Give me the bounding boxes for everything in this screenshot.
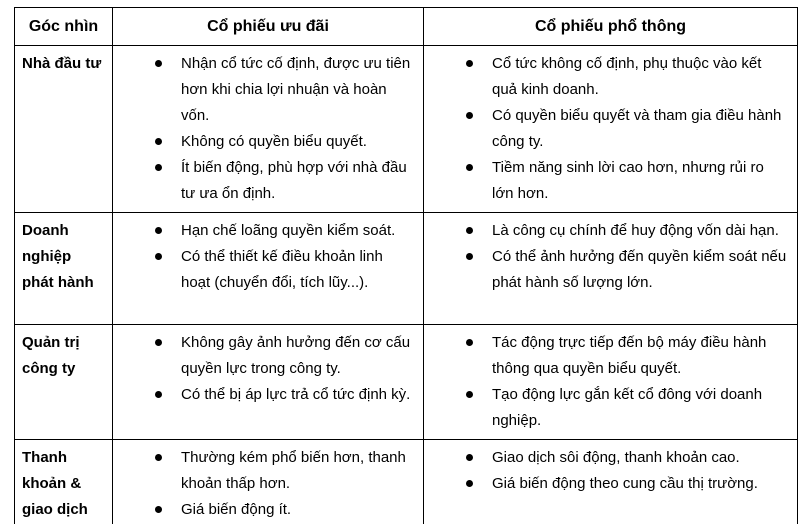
list-item-text: Thường kém phổ biến hơn, thanh khoản thấp hơn. bbox=[181, 449, 406, 492]
table-header bbox=[15, 8, 798, 46]
list-item-text: Không có quyền biểu quyết. bbox=[181, 133, 367, 150]
bullet-list bbox=[118, 218, 415, 296]
list-item-text: Là công cụ chính để huy động vốn dài hạn. bbox=[492, 222, 779, 239]
row-label-investor: Nhà đầu tư bbox=[15, 46, 113, 213]
header-preferred-stock: Cổ phiếu ưu đãi bbox=[113, 8, 424, 46]
row-label-liquidity: Thanh khoản & giao dịch bbox=[15, 440, 113, 524]
bullet-icon bbox=[155, 227, 162, 234]
list-item-text: Giá biến động ít. bbox=[181, 501, 292, 518]
cell-liquidity-preferred bbox=[113, 440, 424, 524]
list-item-text: Có thể bị áp lực trả cổ tức định kỳ. bbox=[181, 386, 411, 403]
row-label-issuer: Doanh nghiệp phát hành bbox=[15, 213, 113, 325]
bullet-icon bbox=[155, 138, 162, 145]
list-item-text: Không gây ảnh hưởng đến cơ cấu quyền lực trong công ty. bbox=[181, 334, 411, 377]
list-item bbox=[465, 471, 789, 497]
header-common-stock: Cổ phiếu phổ thông bbox=[424, 8, 798, 46]
bullet-list bbox=[118, 51, 415, 207]
list-item bbox=[465, 51, 789, 103]
list-item bbox=[465, 244, 789, 296]
bullet-icon bbox=[155, 60, 162, 67]
bullet-icon bbox=[466, 60, 473, 67]
list-item bbox=[154, 330, 415, 382]
cell-investor-common bbox=[424, 46, 798, 213]
list-item bbox=[465, 103, 789, 155]
list-item bbox=[154, 218, 415, 244]
list-item bbox=[154, 51, 415, 129]
list-item bbox=[154, 445, 415, 497]
list-item-text: Tiềm năng sinh lời cao hơn, nhưng rủi ro lớn hơn. bbox=[492, 159, 764, 202]
list-item-text: Nhận cổ tức cố định, được ưu tiên hơn khi chia lợi nhuận và hoàn vốn. bbox=[181, 55, 411, 124]
list-item-text: Cổ tức không cố định, phụ thuộc vào kết quả kinh doanh. bbox=[492, 55, 762, 98]
bullet-icon bbox=[466, 227, 473, 234]
list-item bbox=[154, 244, 415, 296]
bullet-icon bbox=[466, 253, 473, 260]
row-label-governance: Quản trị công ty bbox=[15, 325, 113, 440]
list-item-text: Hạn chế loãng quyền kiểm soát. bbox=[181, 222, 396, 239]
list-item-text: Có quyền biểu quyết và tham gia điều hành công ty. bbox=[492, 107, 782, 150]
bullet-list bbox=[429, 330, 789, 434]
bullet-icon bbox=[466, 339, 473, 346]
list-item bbox=[154, 155, 415, 207]
bullet-list bbox=[429, 445, 789, 497]
cell-issuer-preferred bbox=[113, 213, 424, 325]
table-row bbox=[15, 440, 798, 524]
list-item-text: Tạo động lực gắn kết cổ đông với doanh nghiệp. bbox=[492, 386, 763, 429]
list-item bbox=[465, 330, 789, 382]
table-row bbox=[15, 213, 798, 325]
header-row bbox=[15, 8, 798, 46]
stock-comparison-table bbox=[14, 7, 798, 524]
bullet-icon bbox=[466, 454, 473, 461]
cell-liquidity-common bbox=[424, 440, 798, 524]
bullet-list bbox=[429, 218, 789, 296]
list-item bbox=[465, 445, 789, 471]
list-item bbox=[465, 155, 789, 207]
bullet-icon bbox=[155, 391, 162, 398]
list-item-text: Giá biến động theo cung cầu thị trường. bbox=[492, 475, 758, 492]
list-item bbox=[154, 497, 415, 523]
list-item bbox=[154, 382, 415, 408]
list-item-text: Có thể thiết kế điều khoản linh hoạt (chuyển đổi, tích lũy...). bbox=[181, 248, 383, 291]
list-item bbox=[465, 218, 789, 244]
table-row bbox=[15, 46, 798, 213]
bullet-list bbox=[118, 445, 415, 523]
list-item-text: Có thể ảnh hưởng đến quyền kiểm soát nếu phát hành số lượng lớn. bbox=[492, 248, 787, 291]
bullet-icon bbox=[466, 164, 473, 171]
list-item bbox=[154, 129, 415, 155]
bullet-icon bbox=[466, 480, 473, 487]
header-perspective: Góc nhìn bbox=[15, 8, 113, 46]
cell-issuer-common bbox=[424, 213, 798, 325]
bullet-icon bbox=[155, 454, 162, 461]
cell-investor-preferred bbox=[113, 46, 424, 213]
cell-governance-preferred bbox=[113, 325, 424, 440]
bullet-list bbox=[118, 330, 415, 408]
bullet-icon bbox=[155, 164, 162, 171]
list-item-text: Giao dịch sôi động, thanh khoản cao. bbox=[492, 449, 740, 466]
bullet-icon bbox=[466, 112, 473, 119]
list-item bbox=[465, 382, 789, 434]
list-item-text: Tác động trực tiếp đến bộ máy điều hành thông qua quyền biểu quyết. bbox=[492, 334, 767, 377]
bullet-icon bbox=[466, 391, 473, 398]
table-row bbox=[15, 325, 798, 440]
list-item-text: Ít biến động, phù hợp với nhà đầu tư ưa ổn định. bbox=[181, 159, 407, 202]
bullet-icon bbox=[155, 339, 162, 346]
bullet-icon bbox=[155, 253, 162, 260]
bullet-list bbox=[429, 51, 789, 207]
cell-governance-common bbox=[424, 325, 798, 440]
bullet-icon bbox=[155, 506, 162, 513]
